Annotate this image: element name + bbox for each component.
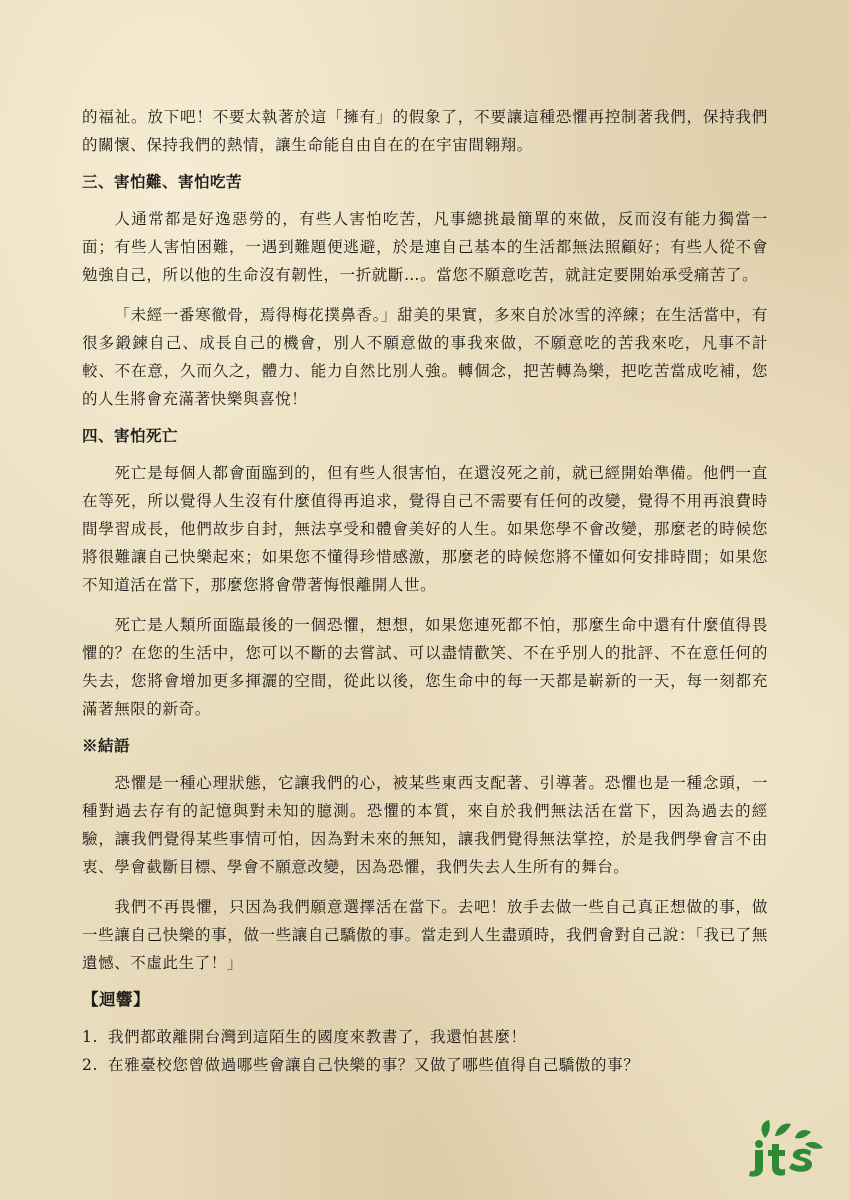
section-heading: 四、害怕死亡 (82, 426, 179, 445)
list-item (82, 1051, 768, 1079)
body-paragraph: 我們不再畏懼，只因為我們願意選擇活在當下。去吧！放手去做一些自己真正想做的事，做一些讓自己快樂的事，做一些讓自己驕傲的事。當走到人生盡頭時，我們會對自己說：「我已了無遺憾、不虛此生了！」 (82, 898, 768, 972)
section-heading: 三、害怕難、害怕吃苦 (82, 172, 243, 191)
reflection-list (82, 1023, 768, 1079)
section-fear-of-death (82, 425, 768, 723)
list-item-number: 1. (82, 1028, 98, 1046)
jts-logo (745, 1118, 829, 1180)
body-paragraph: 恐懼是一種心理狀態，它讓我們的心，被某些東西支配著、引導著。恐懼也是一種念頭，一種對過去存有的記憶與對未知的臆測。恐懼的本質，來自於我們無法活在當下，因為過去的經驗，讓我們覺得某些事情可怕，因為對未來的無知，讓我們覺得無法掌控，於是我們學會言不由衷、學會截斷目標、學會不願意改變，因為恐懼，我們失去人生所有的舞台。 (82, 774, 768, 876)
body-paragraph: 死亡是每個人都會面臨到的，但有些人很害怕，在還沒死之前，就已經開始準備。他們一直在等死，所以覺得人生沒有什麼值得再追求，覺得自己不需要有任何的改變，覺得不用再浪費時間學習成長，他們故步自封，無法享受和體會美好的人生。如果您學不會改變，那麼老的時候您將很難讓自己快樂起來；如果您不懂得珍惜感激，那麼老的時候您將不懂如何安排時間；如果您不知道活在當下，那麼您將會帶著悔恨離開人世。 (82, 464, 768, 594)
list-item-number: 2. (82, 1056, 98, 1074)
section-conclusion (82, 735, 768, 977)
section-fear-of-hardship (82, 171, 768, 413)
document-body (82, 103, 768, 1079)
body-paragraph: 人通常都是好逸惡勞的，有些人害怕吃苦，凡事總挑最簡單的來做，反而沒有能力獨當一面；有些人害怕困難，一遇到難題便逃避，於是連自己基本的生活都無法照顧好；有些人從不會勉強自己，所以他的生命沒有韌性，一折就斷…。當您不願意吃苦，就註定要開始承受痛苦了。 (82, 210, 768, 284)
intro-paragraph: 的福祉。放下吧！不要太執著於這「擁有」的假象了，不要讓這種恐懼再控制著我們，保持我們的關懷、保持我們的熱情，讓生命能自由自在的在宇宙間翱翔。 (82, 108, 768, 154)
body-paragraph: 「未經一番寒徹骨，焉得梅花撲鼻香。」甜美的果實，多來自於冰雪的淬練；在生活當中，有很多鍛鍊自己、成長自己的機會，別人不願意做的事我來做，不願意吃的苦我來吃，凡事不計較、不在意，久而久之，體力、能力自然比別人強。轉個念，把苦轉為樂，把吃苦當成吃補，您的人生將會充滿著快樂與喜悅！ (82, 306, 768, 408)
section-heading: ※結語 (82, 736, 131, 755)
body-paragraph: 死亡是人類所面臨最後的一個恐懼，想想，如果您連死都不怕，那麼生命中還有什麼值得畏懼的？在您的生活中，您可以不斷的去嘗試、可以盡情歡笑、不在乎別人的批評、不在意任何的失去，您將會增加更多揮灑的空間，從此以後，您生命中的每一天都是嶄新的一天，每一刻都充滿著無限的新奇。 (82, 616, 768, 718)
list-item (82, 1023, 768, 1051)
list-item-text: 在雅臺校您曾做過哪些會讓自己快樂的事？又做了哪些值得自己驕傲的事？ (108, 1056, 640, 1074)
section-heading: 【迴響】 (82, 990, 150, 1009)
jts-logo-icon (745, 1118, 829, 1180)
section-reflection (82, 989, 768, 1079)
list-item-text: 我們都敢離開台灣到這陌生的國度來教書了，我還怕甚麼！ (108, 1028, 527, 1046)
